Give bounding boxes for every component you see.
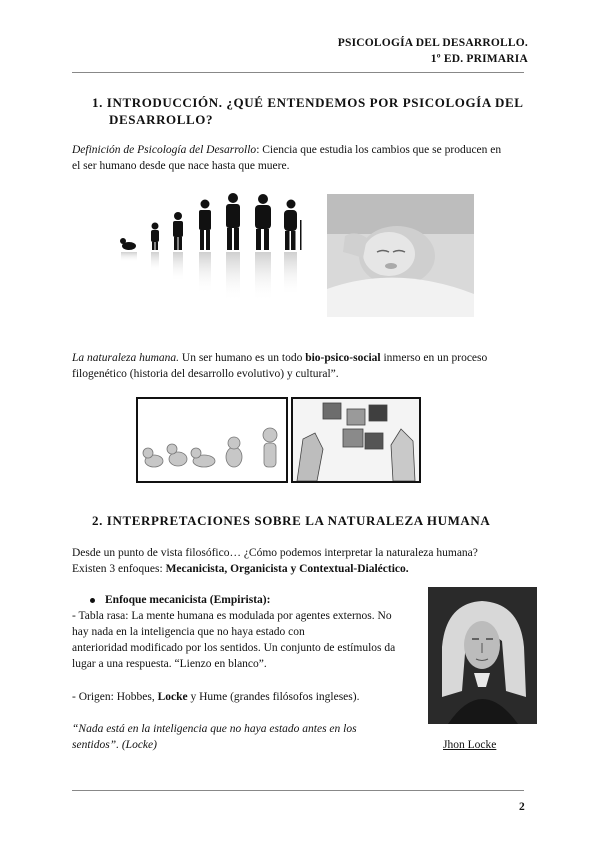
newborn-baby-photo: [327, 194, 474, 317]
footer-divider: [72, 790, 524, 791]
john-locke-portrait: [428, 587, 537, 724]
locke-caption: Jhon Locke: [443, 739, 497, 751]
nature-term: La naturaleza humana.: [72, 352, 180, 364]
definition-term: Definición de Psicología del Desarrollo: [72, 144, 257, 156]
origin-line: - Origen: Hobbes, Locke y Hume (grandes filósofos ingleses).: [72, 691, 360, 703]
mechanistic-approach-heading: Enfoque mecanicista (Empirista):: [90, 592, 270, 608]
tabla-rasa-paragraph: - Tabla rasa: La mente humana es modulada por agentes externos. No hay nada en la inteligencia que no haya estado con anterioridad modificado por los sentidos. Un conjunto de estímulos da lugar a una respuesta. “Lienzo en blanco”.: [72, 610, 396, 670]
section2-intro: Desde un punto de vista filosófico… ¿Cómo podemos interpretar la naturaleza humana? Existen 3 enfoques: Mecanicista, Organicista y Contextual-Dialéctico.: [72, 547, 478, 575]
locke-name: Locke: [157, 691, 188, 703]
puzzle-people-image: [291, 397, 421, 483]
page-number: 2: [519, 801, 525, 813]
approaches-list: Mecanicista, Organicista y Contextual-Dialéctico.: [165, 563, 409, 575]
header-title: PSICOLOGÍA DEL DESARROLLO.: [337, 37, 528, 49]
header-divider: [72, 72, 524, 73]
header-subtitle: 1º ED. PRIMARIA: [430, 53, 528, 65]
human-nature-paragraph: La naturaleza humana. Un ser humano es un todo bio-psico-social inmerso en un proceso filogenético (historia del desarrollo evolutivo) y cultural”.: [72, 352, 488, 380]
bullet-icon: [90, 598, 95, 603]
section1-title: 1. INTRODUCCIÓN. ¿QUÉ ENTENDEMOS POR PSICOLOGÍA DEL DESARROLLO?: [92, 95, 524, 127]
baby-growth-stages-image: [136, 397, 288, 483]
human-growth-silhouettes-image: [115, 190, 310, 308]
section2-title: 2. INTERPRETACIONES SOBRE LA NATURALEZA HUMANA: [92, 513, 491, 528]
definition-paragraph: Definición de Psicología del Desarrollo: Ciencia que estudia los cambios que se producen en el ser humano desde que nace hasta que muere.: [72, 144, 502, 172]
bio-psico-social-term: bio-psico-social: [305, 352, 381, 364]
locke-quote: “Nada está en la inteligencia que no haya estado antes en los sentidos”. (Locke): [72, 723, 357, 751]
